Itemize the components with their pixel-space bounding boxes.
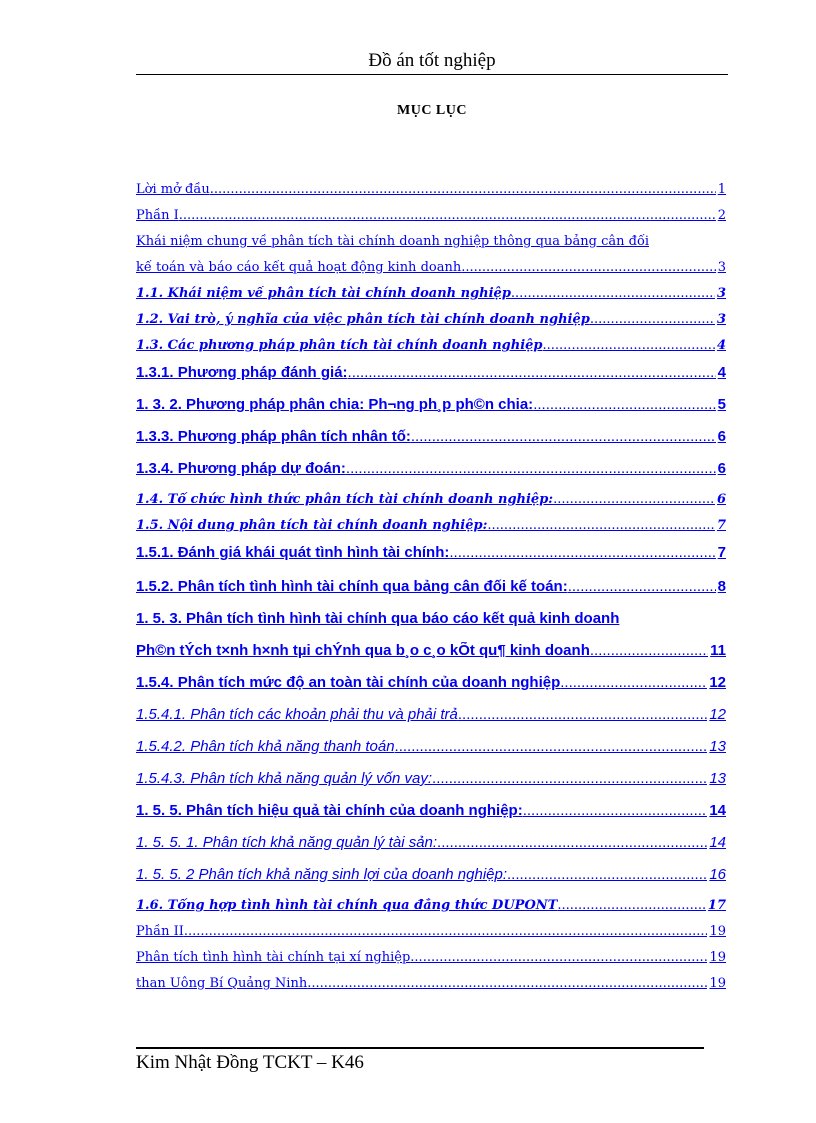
toc-entry-1-5-3-line2[interactable]: Ph©n tÝch t×nh h×nh tµi chÝnh qua b¸o c¸o kÕt qu¶ kinh doanh ..... 11 (136, 642, 726, 659)
toc-entry-1-3-4[interactable]: 1.3.4. Phương pháp dự đoán: ..... 6 (136, 460, 726, 477)
toc-entry-1-3-2[interactable]: 1. 3. 2. Phương pháp phân chia: Ph¬ng ph¸p ph©n chia: ..... 5 (136, 396, 726, 413)
toc-entry-loi-mo-dau[interactable]: Lời mở đầu ..... 1 (136, 182, 726, 197)
toc-entry-1-6[interactable]: 1.6. Tổng hợp tình hình tài chính qua đẳng thức DUPONT ..... 17 (136, 898, 726, 913)
toc-entry-than-uong-bi[interactable]: than Uông Bí Quảng Ninh ..... 19 (136, 976, 726, 991)
toc-entry-khai-niem-line1[interactable]: Khái niệm chung về phân tích tài chính doanh nghiệp thông qua bảng cân đối (136, 234, 650, 249)
toc-entry-1-3-1[interactable]: 1.3.1. Phương pháp đánh giá: ..... 4 (136, 364, 726, 381)
toc-entry-phan-tich-xi-nghiep[interactable]: Phân tích tình hình tài chính tại xí nghiệp ..... 19 (136, 950, 726, 965)
footer-rule (136, 1047, 704, 1049)
toc-entry-1-5-4-1[interactable]: 1.5.4.1. Phân tích các khoản phải thu và phải trả ..... 12 (136, 706, 726, 723)
toc-entry-1-2[interactable]: 1.2. Vai trò, ý nghĩa của việc phân tích tài chính doanh nghiệp ..... 3 (136, 312, 726, 327)
toc-entry-1-5-3-line1[interactable]: 1. 5. 3. Phân tích tình hình tài chính qua báo cáo kết quả kinh doanh (136, 610, 620, 627)
header-rule (136, 74, 728, 75)
toc-entry-1-3[interactable]: 1.3. Các phương pháp phân tích tài chính doanh nghiệp ..... 4 (136, 338, 726, 353)
page-footer: Kim Nhật Đồng TCKT – K46 (136, 1052, 364, 1073)
toc-entry-phan-1[interactable]: Phần I ..... 2 (136, 208, 726, 223)
toc-entry-1-1[interactable]: 1.1. Khái niệm về phân tích tài chính doanh nghiệp ..... 3 (136, 286, 726, 301)
toc-entry-1-5-4-2[interactable]: 1.5.4.2. Phân tích khả năng thanh toán ..... 13 (136, 738, 726, 755)
toc-entry-1-5-4[interactable]: 1.5.4. Phân tích mức độ an toàn tài chính của doanh nghiệp ..... 12 (136, 674, 726, 691)
toc-title: MỤC LỤC (397, 103, 467, 118)
toc-entry-khai-niem-line2[interactable]: kế toán và báo cáo kết quả hoạt động kinh doanh ..... 3 (136, 260, 726, 275)
page-header-title: Đồ án tốt nghiệp (368, 50, 496, 71)
toc-entry-1-5-5[interactable]: 1. 5. 5. Phân tích hiệu quả tài chính của doanh nghiệp: ..... 14 (136, 802, 726, 819)
toc-entry-1-5-5-2[interactable]: 1. 5. 5. 2 Phân tích khả năng sinh lợi của doanh nghiệp: ..... 16 (136, 866, 726, 883)
toc-entry-1-5-2[interactable]: 1.5.2. Phân tích tình hình tài chính qua bảng cân đối kế toán: ..... 8 (136, 578, 726, 595)
toc-entry-1-5-5-1[interactable]: 1. 5. 5. 1. Phân tích khả năng quản lý tài sản: ..... 14 (136, 834, 726, 851)
toc-entry-1-5[interactable]: 1.5. Nội dung phân tích tài chính doanh nghiệp: ..... 7 (136, 518, 726, 533)
toc-entry-phan-2[interactable]: Phần II ..... 19 (136, 924, 726, 939)
toc-entry-1-4[interactable]: 1.4. Tổ chức hình thức phân tích tài chính doanh nghiệp: ..... 6 (136, 492, 726, 507)
toc-entry-1-5-4-3[interactable]: 1.5.4.3. Phân tích khả năng quản lý vốn vay: ..... 13 (136, 770, 726, 787)
toc-entry-1-5-1[interactable]: 1.5.1. Đánh giá khái quát tình hình tài chính: ..... 7 (136, 544, 726, 561)
toc-entry-1-3-3[interactable]: 1.3.3. Phương pháp phân tích nhân tố: ..... 6 (136, 428, 726, 445)
